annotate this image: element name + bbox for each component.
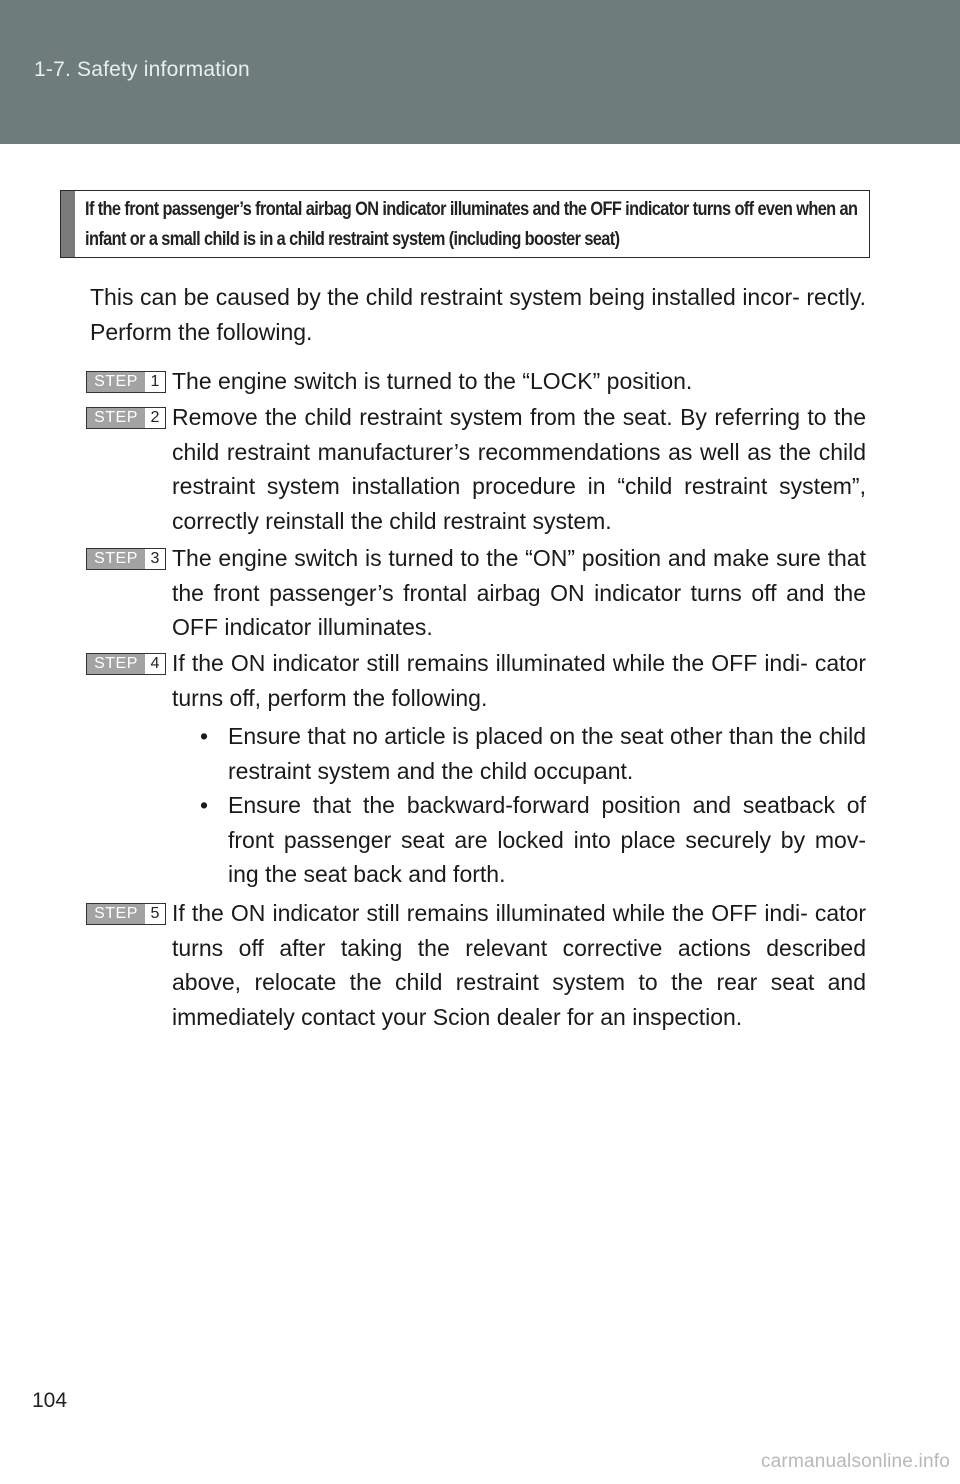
bullet-dot: • <box>200 723 209 749</box>
step-badge-number: 5 <box>145 904 165 924</box>
step-badge-label: STEP <box>87 408 145 428</box>
section-title: 1-7. Safety information <box>34 58 250 81</box>
step-text: If the ON indicator still remains illuminated while the OFF indi- cator turns off after taking the relevant corrective actions described above, relocate the child restraint system to the rear seat and immediately contact your Scion dealer for an inspection. <box>172 900 866 1030</box>
page-number: 104 <box>32 1389 68 1412</box>
step-text: If the ON indicator still remains illuminated while the OFF indi- cator turns off, perform the following. <box>172 650 866 711</box>
step-badge-number: 1 <box>145 372 165 392</box>
step-badge-number: 3 <box>145 549 165 569</box>
list-item <box>200 719 866 788</box>
note-box <box>60 190 870 258</box>
bullet-text: Ensure that the backward-forward position and seatback of front passenger seat are locked into place securely by mov- ing the seat back and forth. <box>228 792 866 887</box>
note-box-accent-bar <box>61 191 75 257</box>
step-badge-number: 4 <box>145 654 165 674</box>
step-badge-label: STEP <box>87 654 145 674</box>
intro-paragraph: This can be caused by the child restraint system being installed incor- rectly. Perform the following. <box>90 284 866 345</box>
note-title: If the front passenger’s frontal airbag ON indicator illuminates and the OFF indicator turns off even when an infant or a small child is in a child restraint system (including booster seat) <box>85 199 858 250</box>
list-item <box>200 788 866 892</box>
bullet-text: Ensure that no article is placed on the seat other than the child restraint system and the child occupant. <box>228 723 866 784</box>
step-badge <box>86 903 166 925</box>
step-text: The engine switch is turned to the “ON” position and make sure that the front passenger’s frontal airbag ON indicator turns off and the OFF indicator illuminates. <box>172 545 866 640</box>
watermark: carmanualsonline.info <box>760 1451 950 1472</box>
step-text: The engine switch is turned to the “LOCK” position. <box>172 368 693 394</box>
step-badge <box>86 407 166 429</box>
step-badge-label: STEP <box>87 372 145 392</box>
bullet-list <box>200 719 866 892</box>
step-badge-number: 2 <box>145 408 165 428</box>
step-badge <box>86 548 166 570</box>
step-badge-label: STEP <box>87 904 145 924</box>
step-badge <box>86 371 166 393</box>
step-badge-label: STEP <box>87 549 145 569</box>
bullet-dot: • <box>200 792 209 818</box>
step-text: Remove the child restraint system from the seat. By referring to the child restraint manufacturer’s recommendations as well as the child restraint system installation procedure in “child restraint system”, correctly reinstall the child restraint system. <box>172 404 866 534</box>
header-band <box>0 0 960 144</box>
step-badge <box>86 653 166 675</box>
